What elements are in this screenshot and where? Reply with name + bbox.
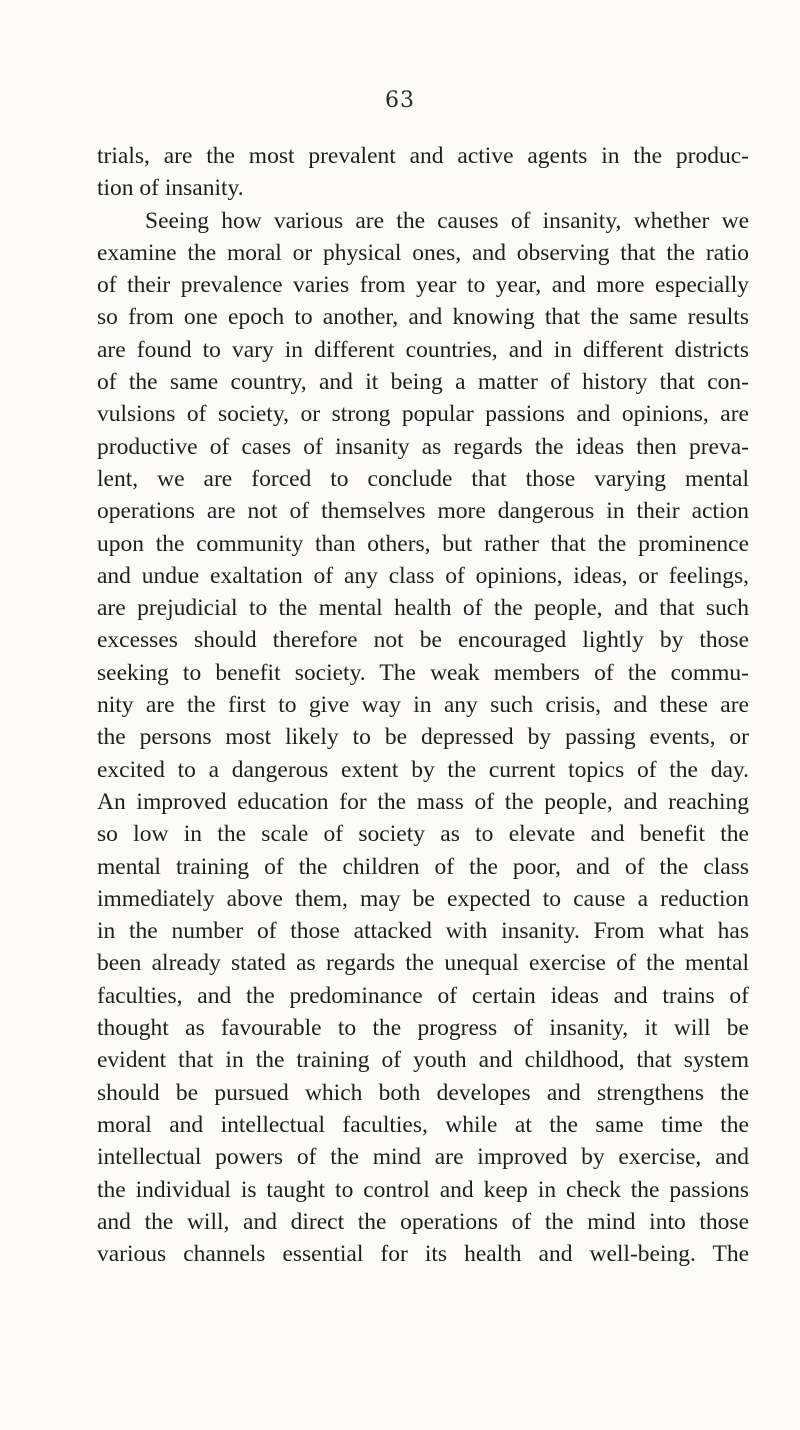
text-line: the individual is taught to control and keep in check the passions (97, 1176, 749, 1203)
text-line: and the will, and direct the operations of the mind into those (97, 1208, 749, 1235)
text-line: of the same country, and it being a matter of history that con- (97, 369, 749, 396)
text-line: lent, we are forced to conclude that those varying mental (97, 465, 749, 492)
text-line: An improved education for the mass of the people, and reaching (97, 788, 749, 815)
text-line: been already stated as regards the unequal exercise of the mental (97, 950, 749, 977)
text-line: faculties, and the predominance of certain ideas and trains of (97, 982, 749, 1009)
text-line: nity are the first to give way in any such crisis, and these are (97, 692, 749, 719)
text-line: are prejudicial to the mental health of the people, and that such (97, 595, 749, 622)
text-line: upon the community than others, but rather that the prominence (97, 530, 749, 557)
text-line: should be pursued which both developes and strengthens the (97, 1079, 749, 1106)
text-line: evident that in the training of youth and childhood, that system (97, 1047, 749, 1074)
text-line: examine the moral or physical ones, and observing that the ratio (97, 239, 749, 266)
text-line: excesses should therefore not be encouraged lightly by those (97, 627, 749, 654)
text-line: Seeing how various are the causes of insanity, whether we (145, 207, 749, 234)
text-line: intellectual powers of the mind are improved by exercise, and (97, 1144, 749, 1171)
text-line: moral and intellectual faculties, while at the same time the (97, 1111, 749, 1138)
text-line: trials, are the most prevalent and active agents in the produc- (97, 143, 749, 169)
text-line: tion of insanity. (97, 175, 244, 202)
text-line: so low in the scale of society as to elevate and benefit the (97, 821, 749, 848)
text-line: operations are not of themselves more dangerous in their action (97, 498, 749, 525)
text-line: so from one epoch to another, and knowing that the same results (97, 304, 749, 331)
text-line: in the number of those attacked with insanity. From what has (97, 918, 749, 945)
text-line: vulsions of society, or strong popular passions and opinions, are (97, 401, 749, 428)
text-line: productive of cases of insanity as regards the ideas then preva- (97, 433, 749, 460)
text-line: excited to a dangerous extent by the current topics of the day. (97, 756, 749, 783)
text-line: of their prevalence varies from year to year, and more especially (97, 272, 749, 299)
text-line: seeking to benefit society. The weak members of the commu- (97, 659, 749, 686)
text-line: various channels essential for its health and well-being. The (97, 1241, 749, 1268)
text-line: immediately above them, may be expected to cause a reduction (97, 885, 749, 912)
page-number: 63 (385, 88, 415, 113)
text-line: and undue exaltation of any class of opinions, ideas, or feelings, (97, 562, 749, 589)
body-text (97, 140, 749, 1270)
text-line: mental training of the children of the poor, and of the class (97, 853, 749, 880)
text-line: the persons most likely to be depressed by passing events, or (97, 724, 749, 751)
text-line: thought as favourable to the progress of insanity, it will be (97, 1015, 749, 1042)
text-line: are found to vary in different countries, and in different districts (97, 336, 749, 363)
